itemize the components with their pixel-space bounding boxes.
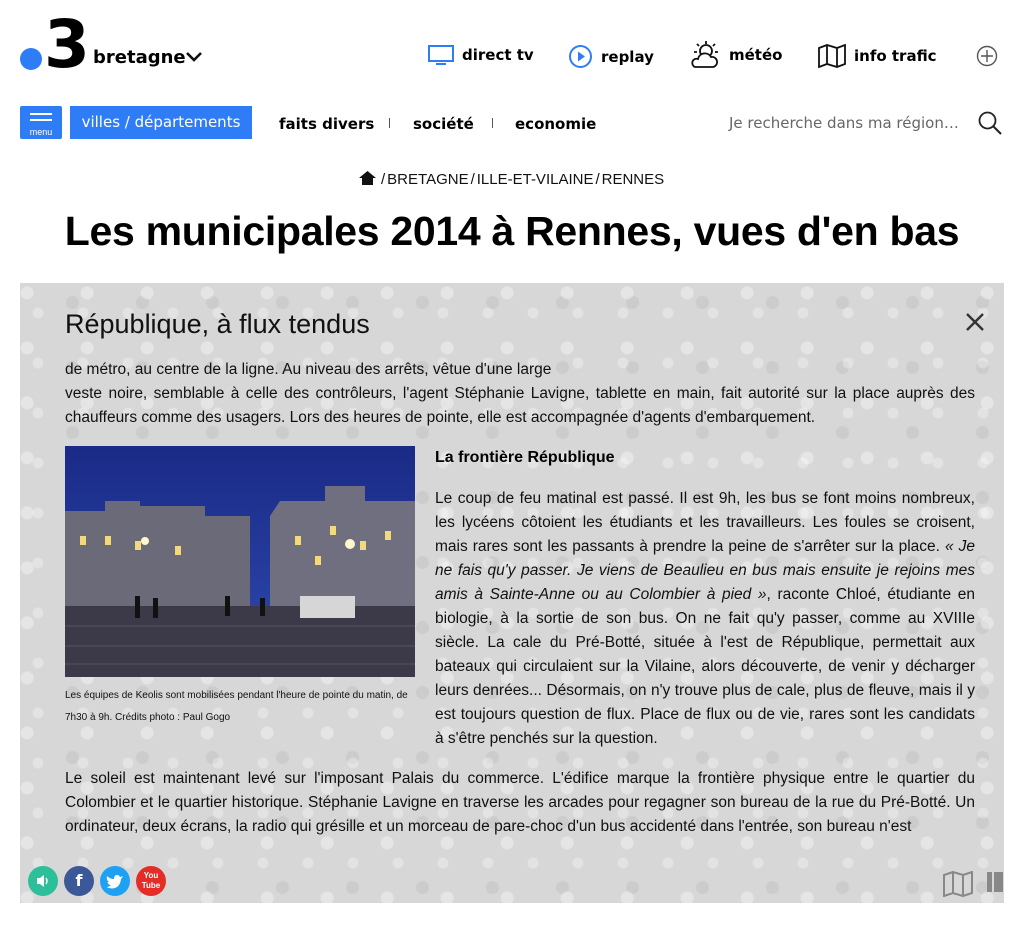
body-text-a: Le coup de feu matinal est passé. Il est 9h, les bus se font moins nombreux, les lycéens côtoient les étudiants et les travailleurs. Les foules se croisent, mais rares sont les passants à prendre la peine de s'arrêter sur la place. — [435, 490, 975, 555]
facebook-button[interactable] — [64, 866, 94, 896]
hamburger-icon — [30, 113, 52, 125]
sound-button[interactable] — [28, 866, 58, 896]
nav-faits-divers[interactable]: faits divers — [279, 115, 375, 133]
france3-logo[interactable] — [20, 6, 90, 83]
plus-icon[interactable] — [976, 45, 998, 67]
body-text-b: , raconte Chloé, étudiante en biologie, à la sortie de son bus. On ne fait qu'y passer, comme au XVIIIe siècle. La cale du Pré-Botté, située à l'est de République, permettait aux bateaux qui circulaient sur la Vilaine, alors découverte, de venir y décharger leurs denrées... Désormais, on n'y trouve plus de cale, plus de fleuve, mais il y est toujours question de flux. Place de flux ou de vie, rares sont les candidats à s'être penchés sur la question. — [435, 586, 975, 747]
nav-direct-tv[interactable] — [428, 44, 534, 66]
nav-separator — [389, 118, 390, 128]
book-icon[interactable] — [986, 871, 1004, 893]
nav-replay[interactable] — [568, 44, 654, 69]
region-name[interactable]: bretagne — [93, 47, 186, 68]
youtube-icon: You Tube — [141, 871, 161, 890]
photo-caption: Les équipes de Keolis sont mobilisées pendant l'heure de pointe du matin, de 7h30 à 9h. Crédits photo : Paul Gogo — [65, 690, 408, 723]
article-panel — [20, 283, 1004, 903]
body-quote: « Je ne fais qu'y passer. Je viens de Beaulieu en bus mais ensuite je rejoins mes amis à Sainte-Anne ou au Colombier à pied » — [435, 538, 975, 603]
twitter-button[interactable] — [100, 866, 130, 896]
nav-replay-label: replay — [601, 47, 654, 66]
chevron-down-icon[interactable] — [184, 47, 204, 67]
page-title: Les municipales 2014 à Rennes, vues d'en bas — [64, 208, 960, 254]
breadcrumb: / BRETAGNE / ILLE-ET-VILAINE / RENNES — [0, 171, 1024, 188]
body-paragraph-1 — [435, 487, 975, 751]
breadcrumb-ille-et-vilaine[interactable]: ILLE-ET-VILAINE — [476, 171, 594, 188]
intro-paragraph: veste noire, semblable à celle des contrôleurs, l'agent Stéphanie Lavigne, tablette en main, fait autorité sur la place auprès des chauffeurs comme des usagers. Lors des heures de pointe, elle est accompagnée d'agents d'embarquement. — [65, 385, 975, 426]
logo-number: 3 — [44, 6, 88, 83]
menu-label: menu — [29, 127, 53, 137]
search-icon[interactable] — [977, 110, 1003, 136]
breadcrumb-rennes[interactable]: RENNES — [601, 171, 665, 188]
body-paragraph-2: Le soleil est maintenant levé sur l'imposant Palais du commerce. L'édifice marque la frontière physique entre le quartier du Colombier et le quartier historique. Stéphanie Lavigne en traverse les arcades pour regagner son bureau de la rue du Pré-Botté. Un ordinateur, deux écrans, la radio qui grésille et un morceau de pare-choc d'un bus accidenté dans l'entrée, son bureau n'est — [65, 770, 975, 835]
search-input[interactable]: Je recherche dans ma région… — [729, 114, 959, 132]
logo-dot — [20, 48, 42, 70]
nav-separator — [492, 118, 493, 128]
tv-icon — [428, 44, 454, 66]
villes-departements-button[interactable]: villes / départements — [70, 106, 252, 139]
nav-direct-label: direct tv — [462, 46, 534, 64]
menu-button[interactable] — [20, 106, 62, 139]
map-icon — [818, 44, 846, 68]
breadcrumb-bretagne[interactable]: BRETAGNE — [387, 171, 469, 188]
nav-info-trafic[interactable] — [818, 44, 937, 68]
nav-trafic-label: info trafic — [854, 47, 937, 65]
site-header — [0, 0, 1024, 100]
map-icon[interactable] — [943, 871, 973, 897]
nav-meteo[interactable] — [689, 40, 782, 70]
subheading: La frontière République — [435, 449, 615, 466]
youtube-button[interactable] — [136, 866, 166, 896]
nav-meteo-label: météo — [729, 46, 783, 64]
sound-icon — [35, 873, 51, 889]
facebook-icon: f — [75, 871, 83, 890]
article-photo — [65, 446, 415, 677]
home-icon[interactable] — [359, 171, 376, 185]
twitter-icon — [106, 874, 124, 889]
section-title: République, à flux tendus — [65, 309, 370, 339]
play-icon — [568, 44, 593, 69]
close-icon[interactable] — [964, 311, 986, 333]
weather-icon — [689, 40, 721, 70]
nav-societe[interactable]: société — [413, 115, 474, 133]
intro-line: de métro, au centre de la ligne. Au niveau des arrêts, vêtue d'une large — [65, 361, 552, 378]
nav-economie[interactable]: economie — [515, 115, 597, 133]
